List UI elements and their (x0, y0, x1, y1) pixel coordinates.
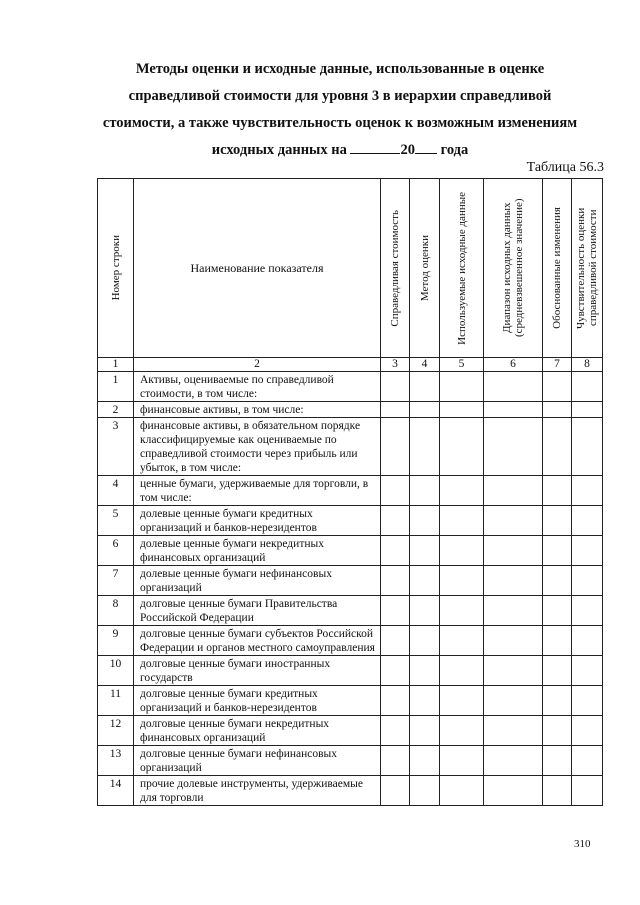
empty-cell (484, 746, 543, 776)
date-blank (350, 140, 400, 154)
header-input-range: Диапазон исходных данных (средневзвешенное значение) (484, 179, 543, 358)
empty-cell (484, 686, 543, 716)
empty-cell (572, 656, 603, 686)
empty-cell (543, 686, 572, 716)
row-indicator-name: финансовые активы, в том числе: (134, 402, 381, 418)
table-row (98, 536, 603, 566)
empty-cell (572, 686, 603, 716)
empty-cell (572, 596, 603, 626)
empty-cell (440, 626, 484, 656)
empty-cell (543, 596, 572, 626)
table-row (98, 372, 603, 402)
empty-cell (410, 716, 440, 746)
empty-cell (572, 402, 603, 418)
empty-cell (440, 418, 484, 476)
row-indicator-name: долевые ценные бумаги кредитных организаций и банков-нерезидентов (134, 506, 381, 536)
empty-cell (381, 372, 410, 402)
table-row (98, 686, 603, 716)
empty-cell (410, 402, 440, 418)
col-number: 1 (98, 358, 134, 372)
empty-cell (543, 626, 572, 656)
empty-cell (572, 626, 603, 656)
row-indicator-name: долговые ценные бумаги иностранных государств (134, 656, 381, 686)
empty-cell (440, 506, 484, 536)
empty-cell (484, 596, 543, 626)
empty-cell (381, 626, 410, 656)
empty-cell (543, 418, 572, 476)
table-row (98, 402, 603, 418)
col-number: 5 (440, 358, 484, 372)
row-number: 4 (98, 476, 134, 506)
empty-cell (410, 746, 440, 776)
empty-cell (484, 716, 543, 746)
empty-cell (440, 536, 484, 566)
row-indicator-name: финансовые активы, в обязательном порядке классифицируемые как оцениваемые по справедливой стоимости через прибыль или убыток, в том числе: (134, 418, 381, 476)
empty-cell (381, 506, 410, 536)
empty-cell (440, 686, 484, 716)
col-number: 6 (484, 358, 543, 372)
empty-cell (484, 402, 543, 418)
empty-cell (484, 626, 543, 656)
table-row (98, 506, 603, 536)
page-number: 310 (574, 838, 591, 850)
empty-cell (484, 506, 543, 536)
table-row (98, 596, 603, 626)
empty-cell (381, 596, 410, 626)
title-line-4-end: года (436, 142, 469, 158)
row-indicator-name: долговые ценные бумаги нефинансовых организаций (134, 746, 381, 776)
empty-cell (440, 566, 484, 596)
col-number: 2 (134, 358, 381, 372)
row-number: 1 (98, 372, 134, 402)
empty-cell (381, 716, 410, 746)
empty-cell (572, 476, 603, 506)
title-line-2: справедливой стоимости для уровня 3 в иерархии справедливой (128, 88, 552, 104)
header-valuation-method: Метод оценки (410, 179, 440, 358)
row-number: 5 (98, 506, 134, 536)
empty-cell (410, 418, 440, 476)
table-header-row (98, 179, 603, 358)
row-indicator-name: прочие долевые инструменты, удерживаемые для торговли (134, 776, 381, 806)
empty-cell (484, 476, 543, 506)
assets-table (97, 178, 603, 806)
empty-cell (543, 402, 572, 418)
row-indicator-name: долевые ценные бумаги нефинансовых организаций (134, 566, 381, 596)
table-row (98, 716, 603, 746)
empty-cell (572, 716, 603, 746)
document-title (90, 56, 590, 164)
row-number: 12 (98, 716, 134, 746)
empty-cell (572, 506, 603, 536)
empty-cell (572, 418, 603, 476)
empty-cell (543, 506, 572, 536)
header-sensitivity: Чувствительность оценки справедливой стоимости (572, 179, 603, 358)
empty-cell (543, 372, 572, 402)
table-row (98, 476, 603, 506)
empty-cell (572, 566, 603, 596)
empty-cell (543, 476, 572, 506)
row-indicator-name: ценные бумаги, удерживаемые для торговли, в том числе: (134, 476, 381, 506)
empty-cell (572, 372, 603, 402)
empty-cell (484, 566, 543, 596)
empty-cell (543, 776, 572, 806)
title-line-1: Методы оценки и исходные данные, использованные в оценке (135, 61, 545, 77)
empty-cell (572, 746, 603, 776)
title-line-4 (90, 137, 590, 164)
empty-cell (440, 476, 484, 506)
row-indicator-name: долевые ценные бумаги некредитных финансовых организаций (134, 536, 381, 566)
row-number: 11 (98, 686, 134, 716)
row-number: 10 (98, 656, 134, 686)
header-indicator-name: Наименование показателя (134, 179, 381, 358)
empty-cell (572, 536, 603, 566)
empty-cell (381, 746, 410, 776)
header-fair-value: Справедливая стоимость (381, 179, 410, 358)
empty-cell (543, 566, 572, 596)
empty-cell (381, 566, 410, 596)
empty-cell (381, 776, 410, 806)
col-number: 8 (572, 358, 603, 372)
empty-cell (543, 536, 572, 566)
empty-cell (440, 596, 484, 626)
row-number: 7 (98, 566, 134, 596)
table-number: Таблица 56.3 (526, 160, 604, 175)
empty-cell (381, 686, 410, 716)
row-number: 14 (98, 776, 134, 806)
row-indicator-name: Активы, оцениваемые по справедливой стоимости, в том числе: (134, 372, 381, 402)
header-reasonable-changes: Обоснованные изменения (543, 179, 572, 358)
empty-cell (381, 536, 410, 566)
empty-cell (410, 476, 440, 506)
empty-cell (440, 656, 484, 686)
row-number: 2 (98, 402, 134, 418)
title-line-4-start: исходных данных на (211, 142, 351, 158)
year-blank (415, 140, 437, 154)
empty-cell (440, 372, 484, 402)
empty-cell (484, 372, 543, 402)
empty-cell (410, 776, 440, 806)
empty-cell (410, 536, 440, 566)
empty-cell (484, 536, 543, 566)
table-row (98, 566, 603, 596)
empty-cell (484, 418, 543, 476)
row-number: 9 (98, 626, 134, 656)
empty-cell (381, 418, 410, 476)
table-row (98, 418, 603, 476)
empty-cell (410, 506, 440, 536)
row-number: 6 (98, 536, 134, 566)
empty-cell (381, 656, 410, 686)
row-number: 13 (98, 746, 134, 776)
row-number: 8 (98, 596, 134, 626)
title-year-prefix: 20 (400, 142, 415, 158)
title-line-3: стоимости, а также чувствительность оценок к возможным изменениям (102, 115, 578, 131)
empty-cell (440, 776, 484, 806)
empty-cell (440, 716, 484, 746)
empty-cell (381, 402, 410, 418)
empty-cell (543, 656, 572, 686)
empty-cell (484, 656, 543, 686)
empty-cell (440, 402, 484, 418)
empty-cell (484, 776, 543, 806)
row-indicator-name: долговые ценные бумаги кредитных организаций и банков-нерезидентов (134, 686, 381, 716)
row-indicator-name: долговые ценные бумаги Правительства Российской Федерации (134, 596, 381, 626)
empty-cell (440, 746, 484, 776)
empty-cell (381, 476, 410, 506)
col-number: 3 (381, 358, 410, 372)
empty-cell (543, 716, 572, 746)
column-number-row (98, 358, 603, 372)
row-indicator-name: долговые ценные бумаги субъектов Российской Федерации и органов местного самоуправления (134, 626, 381, 656)
empty-cell (410, 626, 440, 656)
row-indicator-name: долговые ценные бумаги некредитных финансовых организаций (134, 716, 381, 746)
row-number: 3 (98, 418, 134, 476)
empty-cell (572, 776, 603, 806)
empty-cell (543, 746, 572, 776)
table-row (98, 656, 603, 686)
empty-cell (410, 656, 440, 686)
col-number: 4 (410, 358, 440, 372)
table-row (98, 746, 603, 776)
empty-cell (410, 566, 440, 596)
empty-cell (410, 372, 440, 402)
header-inputs-used: Используемые исходные данные (440, 179, 484, 358)
empty-cell (410, 596, 440, 626)
header-row-number: Номер строки (98, 179, 134, 358)
table-row (98, 776, 603, 806)
empty-cell (410, 686, 440, 716)
col-number: 7 (543, 358, 572, 372)
table-row (98, 626, 603, 656)
